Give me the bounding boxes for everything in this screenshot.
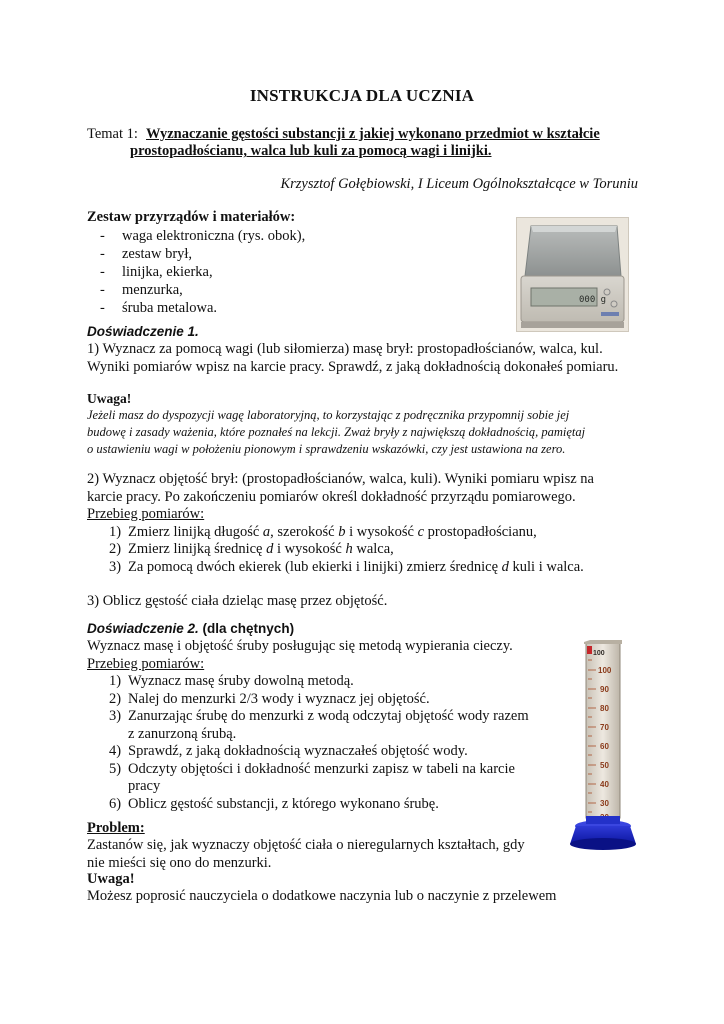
experiment1-paragraph1 <box>87 341 639 376</box>
topic-title-line2: prostopadłościanu, walca lub kuli za pomocą wagi i linijki. <box>130 143 492 159</box>
list-item: 5) Odczyty objętości i dokładność menzurki zapisz w tabeli na karcie pracy <box>109 760 515 794</box>
text-line: Jeżeli masz do dyspozycji wagę laboratoryjną, to korzystając z podręcznika przypomnij sobie jej <box>87 408 570 422</box>
electronic-scale-image <box>516 217 629 332</box>
text-line: 1) Wyznacz za pomocą wagi (lub siłomierza) masę brył: prostopadłościanów, walca, kul. <box>87 341 603 357</box>
experiment1-steps <box>87 524 639 577</box>
list-item: - linijka, ekierka, <box>100 264 213 280</box>
experiment2 <box>87 620 567 813</box>
cylinder-mark: 70 <box>600 723 609 732</box>
experiment1-part2 <box>87 471 639 611</box>
experiment2-steps <box>87 673 548 813</box>
course-label: Przebieg pomiarów: <box>87 655 205 672</box>
cylinder-mark: 100 <box>598 666 612 675</box>
tools-list <box>100 227 305 317</box>
list-item: 1) Wyznacz masę śruby dowolną metodą. <box>109 673 354 689</box>
topic-title-line1: Wyznaczanie gęstości substancji z jakiej wykonano przedmiot w kształcie <box>146 126 600 142</box>
document-title: INSTRUKCJA DLA UCZNIA <box>249 86 475 105</box>
list-item: 1) Zmierz linijką długość a, szerokość b i wysokość c prostopadłościanu, <box>109 523 537 540</box>
cylinder-mark: 80 <box>600 704 609 713</box>
problem-heading: Problem: <box>87 820 145 836</box>
list-item: 6) Oblicz gęstość substancji, z którego wykonano śrubę. <box>109 795 439 812</box>
cylinder-mark: 30 <box>600 799 609 808</box>
experiment1-heading: Doświadczenie 1. <box>87 324 199 339</box>
list-item: 2) Nalej do menzurki 2/3 wody i wyznacz jej objętość. <box>109 690 430 707</box>
author: Krzysztof Gołębiowski, I Liceum Ogólnokształcące w Toruniu <box>280 176 638 192</box>
cylinder-mark: 40 <box>600 780 609 789</box>
list-item: - waga elektroniczna (rys. obok), <box>100 228 306 244</box>
list-item: 3) Za pomocą dwóch ekierek (lub ekierki i linijki) zmierz średnicę d kuli i walca. <box>109 558 584 575</box>
note-body <box>87 407 639 458</box>
list-item: 4) Sprawdź, z jaką dokładnością wyznaczałeś objętość wody. <box>109 743 468 759</box>
list-item: - zestaw brył, <box>100 246 193 262</box>
list-item: 3) Zanurzając śrubę do menzurki z wodą odczytaj objętość wody razem z zanurzoną śrubą. <box>109 708 529 742</box>
cylinder-top-label: 100 <box>593 650 605 657</box>
text-line: 2) Wyznacz objętość brył: (prostopadłościanów, walca, kuli). Wyniki pomiaru wpisz na <box>87 471 594 487</box>
topic-label: Temat 1: <box>87 126 138 142</box>
note-body: Możesz poprosić nauczyciela o dodatkowe naczynia lub o naczynie z przelewem <box>87 888 557 904</box>
measuring-cylinder-image <box>566 640 638 858</box>
course-label: Przebieg pomiarów: <box>87 506 205 522</box>
scale-display-text: 000 g <box>579 295 607 305</box>
text-line: karcie pracy. Po zakończeniu pomiarów określ dokładność przyrządu pomiarowego. <box>87 488 576 505</box>
problem-body <box>87 837 548 872</box>
text-line: nie mieści się ono do menzurki. <box>87 854 272 871</box>
text-line: o ustawieniu wagi w położeniu pionowym i sprawdzeniu wskazówki, czy jest ustawiona na zero. <box>87 442 566 456</box>
cylinder-mark: 90 <box>600 685 609 694</box>
text-line: budowę i zasady ważenia, które poznałeś na lekcji. Zważ bryły z największą dokładnością, pamiętaj <box>87 425 586 439</box>
list-item: - śruba metalowa. <box>100 300 218 316</box>
list-item: 2) Zmierz linijką średnicę d i wysokość h walca, <box>109 541 394 557</box>
tools-heading: Zestaw przyrządów i materiałów: <box>87 209 296 225</box>
list-item: - menzurka, <box>100 282 183 298</box>
note-heading: Uwaga! <box>87 871 135 887</box>
text-line: Wyniki pomiarów wpisz na karcie pracy. Sprawdź, z jaką dokładnością dokonałeś pomiaru. <box>87 358 619 375</box>
cylinder-mark: 60 <box>600 742 609 751</box>
cylinder-mark: 50 <box>600 761 609 770</box>
experiment2-intro: Wyznacz masę i objętość śruby posługując się metodą wypierania cieczy. <box>87 638 513 654</box>
experiment2-heading-suffix: (dla chętnych) <box>198 621 295 636</box>
note-heading: Uwaga! <box>87 391 132 406</box>
experiment1-paragraph3: 3) Oblicz gęstość ciała dzieląc masę przez objętość. <box>87 593 388 609</box>
text-line: Zastanów się, jak wyznaczy objętość ciała o nieregularnych kształtach, gdy <box>87 837 525 853</box>
experiment2-heading: Doświadczenie 2. <box>87 621 199 636</box>
